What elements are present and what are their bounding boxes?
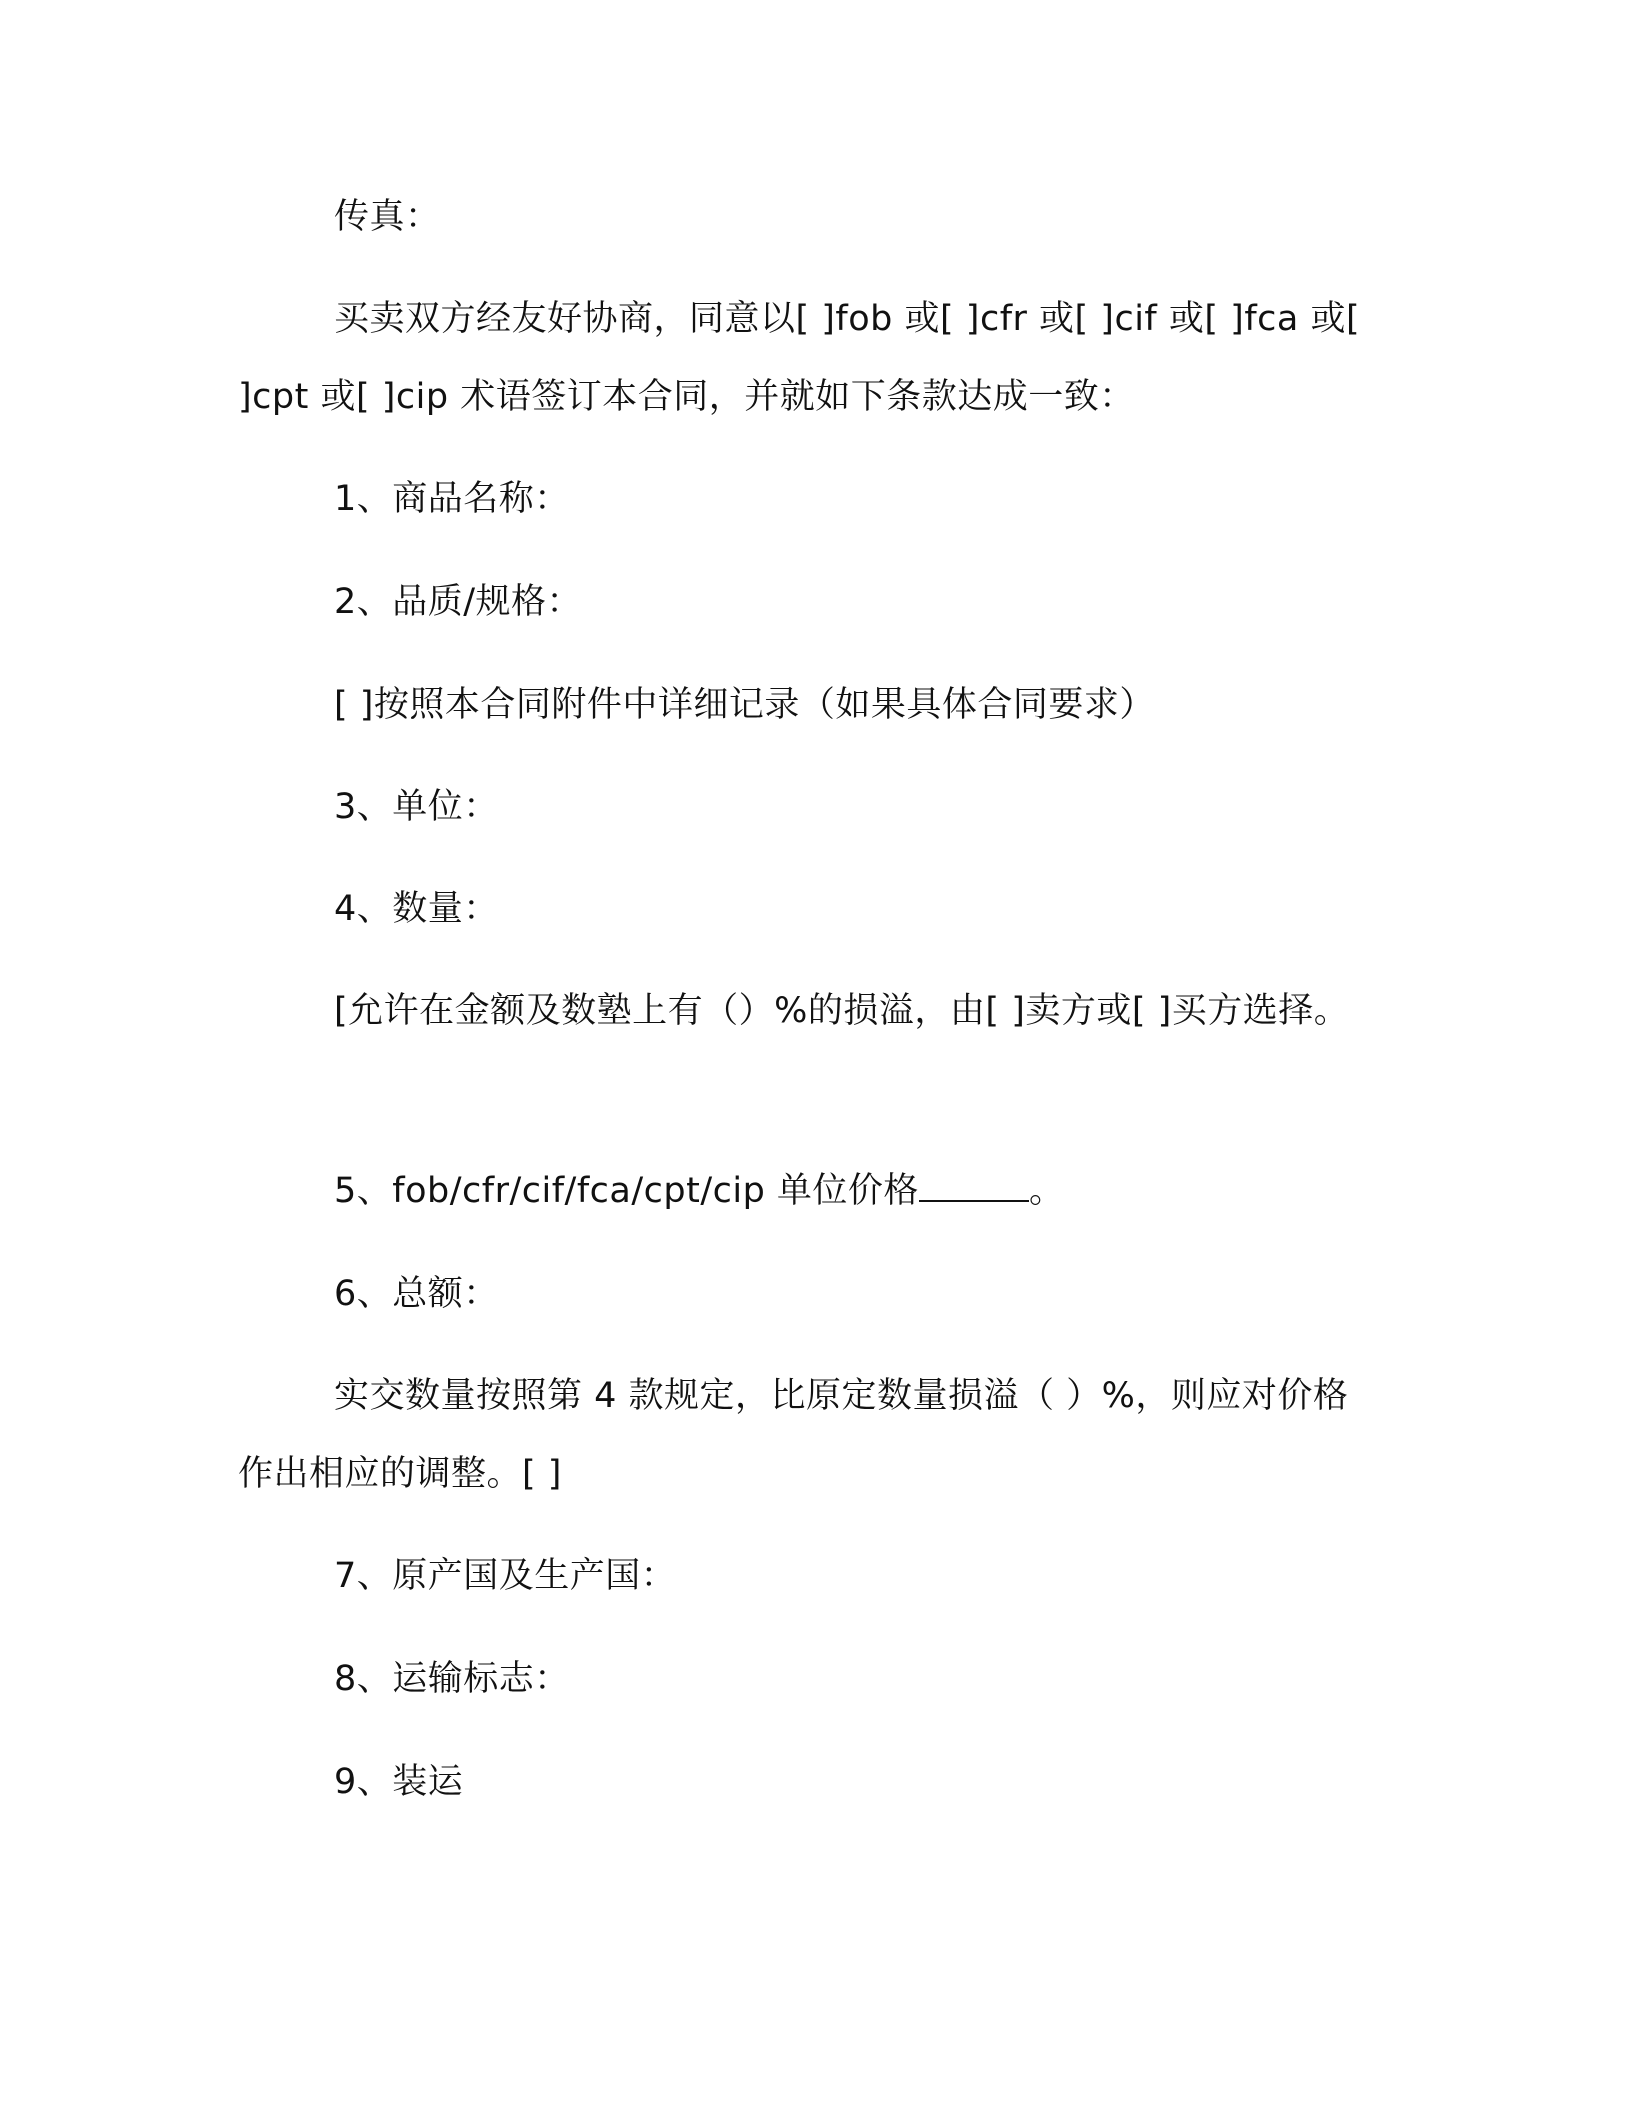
item-1-product-name: 1、商品名称： xyxy=(334,479,570,519)
item-5-suffix: 。 xyxy=(1028,1171,1065,1211)
item-6-total: 6、总额： xyxy=(334,1274,499,1314)
item-3-unit: 3、单位： xyxy=(334,787,499,827)
unit-price-blank xyxy=(919,1170,1029,1202)
item-9-shipment: 9、装运 xyxy=(334,1762,464,1802)
item-8-shipping-marks: 8、运输标志： xyxy=(334,1659,570,1699)
intro-paragraph: 买卖双方经友好协商，同意以[ ]fob 或[ ]cfr 或[ ]cif 或[ ]fca 或[ ]cpt 或[ ]cip 术语签订本合同，并就如下条款达成一致： xyxy=(238,299,1361,417)
item-4-note: [允许在金额及数塾上有（）%的损溢，由[ ]卖方或[ ]买方选择。 xyxy=(334,991,1350,1031)
item-5-unit-price xyxy=(238,1152,1368,1230)
item-2-quality-spec: 2、品质/规格： xyxy=(334,582,583,622)
item-2-note: [ ]按照本合同附件中详细记录（如果具体合同要求） xyxy=(334,685,1155,725)
item-6-note: 实交数量按照第 4 款规定，比原定数量损溢（ ）%，则应对价格作出相应的调整。[ ] xyxy=(238,1376,1349,1494)
fax-line: 传真： xyxy=(334,197,441,237)
item-5-label: 5、fob/cfr/cif/fca/cpt/cip 单位价格 xyxy=(334,1171,919,1211)
item-7-origin: 7、原产国及生产国： xyxy=(334,1556,677,1596)
item-4-quantity: 4、数量： xyxy=(334,889,499,929)
